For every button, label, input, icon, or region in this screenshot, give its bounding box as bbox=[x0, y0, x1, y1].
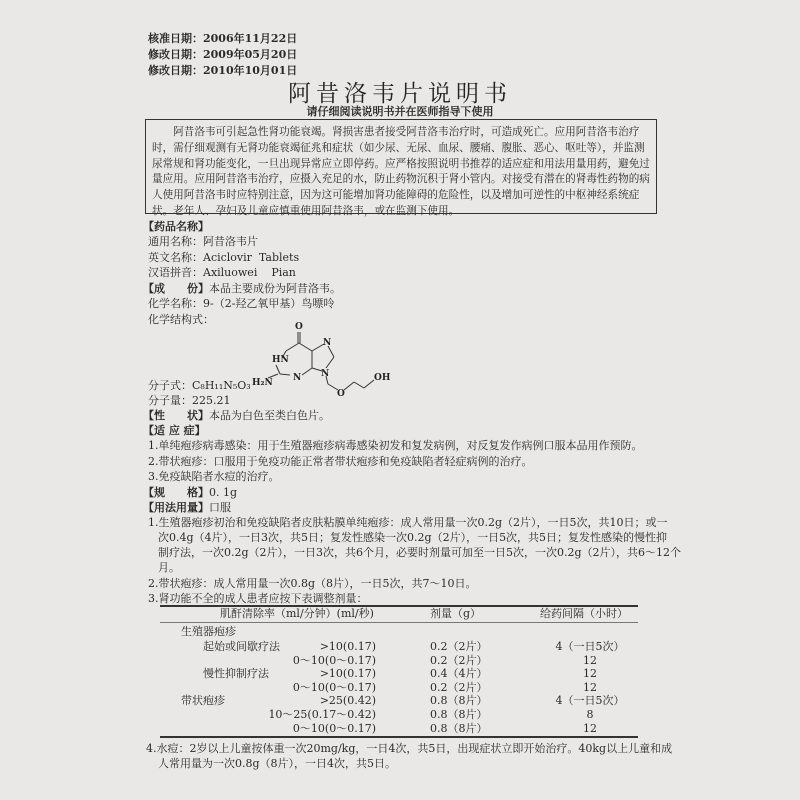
atom-label: O bbox=[337, 389, 345, 398]
indication-item: 3.免疫缺陷者水痘的治疗。 bbox=[148, 470, 280, 483]
dosage-line: 次0.4g（4片），一日3次，共5日；复发性感染一次0.2g（2片），一日5次，共5日；复发性感染的慢性抑 bbox=[158, 531, 668, 544]
atom-label: N bbox=[321, 369, 330, 379]
black-box-warning: 阿昔洛韦可引起急性肾功能衰竭。肾损害患者接受阿昔洛韦治疗时，可造成死亡。应用阿昔洛韦治疗时，需仔细观测有无肾功能衰竭征兆和症状（如少尿、无尿、血尿、腰痛、腹胀、恶心、呕吐等），并监测尿常规和肾功能变化，一旦出现异常应立即停药。应严格按照说明书推荐的适应症和用法用量用药，避免过量应用。应用阿昔洛韦治疗，应摄入充足的水，防止药物沉积于肾小管内。对接受有潜在的肾毒性药物的病人使用阿昔洛韦时应特别注意，因为这可能增加肾功能障碍的危险性，以及增加可逆性的中枢神经系统症状。老年人、孕妇及儿童应慎重使用阿昔洛韦，或在监测下使用。 bbox=[145, 119, 657, 214]
approval-date: 核准日期：2006年11月22日 bbox=[148, 32, 298, 45]
table-bottom-rule bbox=[160, 736, 638, 738]
dosage-line: 制疗法，一次0.2g（2片），一日3次，共6个月，必要时剂量可加至一日5次，一次0.2g（2片），共6～12个 bbox=[158, 546, 682, 559]
dosage-line: 月。 bbox=[158, 561, 180, 574]
interval-cell: 12 bbox=[583, 654, 597, 667]
indication-item: 2.带状疱疹：口服用于免疫功能正常者带状疱疹和免疫缺陷者轻症病例的治疗。 bbox=[148, 455, 533, 468]
atom-label: HN bbox=[272, 355, 289, 365]
revision-date: 修改日期：2009年05月20日 bbox=[148, 48, 298, 61]
dosage-route: 口服 bbox=[209, 501, 231, 514]
clearance-cell: 10～25(0.17～0.42) bbox=[268, 708, 376, 721]
section-heading: 【适 应 症】 bbox=[143, 424, 206, 437]
clearance-cell: >10(0.17) bbox=[319, 640, 376, 653]
dose-cell: 0.2（2片） bbox=[430, 681, 488, 694]
clearance-cell: 0～10(0～0.17) bbox=[292, 654, 376, 667]
molecular-formula: 分子式：C₈H₁₁N₅O₃ bbox=[148, 379, 251, 392]
clearance-cell: >25(0.42) bbox=[319, 694, 376, 707]
dosage-line: 1.生殖器疱疹初治和免疫缺陷者皮肤粘膜单纯疱疹：成人常用量一次0.2g（2片），一日5次，共10日；或一 bbox=[148, 516, 668, 529]
properties-text: 本品为白色至类白色片。 bbox=[209, 409, 330, 422]
dosage-line: 2.带状疱疹：成人常用量一次0.8g（8片），一日5次，共7～10日。 bbox=[148, 577, 477, 590]
document-subtitle: 请仔细阅读说明书并在医师指导下使用 bbox=[306, 105, 494, 118]
english-name: 英文名称：Aciclovir Tablets bbox=[148, 251, 300, 264]
dose-cell: 0.4（4片） bbox=[430, 667, 488, 680]
regimen-label: 起始或间歇疗法 bbox=[203, 640, 280, 653]
interval-cell: 8 bbox=[586, 708, 594, 721]
table-row bbox=[160, 639, 638, 654]
clearance-cell: 0～10(0～0.17) bbox=[292, 722, 376, 735]
dose-cell: 0.8（8片） bbox=[430, 708, 488, 721]
table-row bbox=[160, 666, 638, 681]
interval-cell: 4（一日5次） bbox=[555, 694, 625, 707]
interval-cell: 12 bbox=[583, 681, 597, 694]
indication-item: 1.单纯疱疹病毒感染：用于生殖器疱疹病毒感染初发和复发病例，对反复发作病例口服本品用作预防。 bbox=[148, 439, 643, 452]
clearance-cell: >10(0.17) bbox=[319, 667, 376, 680]
interval-cell: 4（一日5次） bbox=[555, 640, 625, 653]
table-header-row bbox=[160, 606, 638, 621]
molecular-weight: 分子量：225.21 bbox=[148, 394, 231, 407]
chemical-name: 化学名称：9-（2-羟乙氧甲基）鸟嘌呤 bbox=[148, 297, 335, 310]
interval-cell: 12 bbox=[583, 667, 597, 680]
section-heading: 【性 状】 bbox=[143, 409, 209, 422]
column-header: 剂量（g） bbox=[430, 607, 482, 620]
dosage-line: 人常用量为一次0.8g（8片），一日4次，共5日。 bbox=[158, 757, 397, 770]
group-label: 带状疱疹 bbox=[181, 694, 225, 707]
atom-label: OH bbox=[374, 373, 391, 383]
dosage-line: 3.肾功能不全的成人患者应按下表调整剂量： bbox=[148, 592, 368, 605]
regimen-label: 慢性抑制疗法 bbox=[203, 667, 269, 680]
dose-cell: 0.8（8片） bbox=[430, 694, 488, 707]
interval-cell: 12 bbox=[583, 722, 597, 735]
atom-label: O bbox=[295, 322, 303, 332]
group-label: 生殖器疱疹 bbox=[181, 625, 236, 638]
dosage-line: 4.水痘：2岁以上儿童按体重一次20mg/kg，一日4次，共5日，出现症状立即开始治疗。40kg以上儿童和成 bbox=[146, 742, 673, 755]
document-title: 阿昔洛韦片说明书 bbox=[288, 81, 512, 107]
table-group-label bbox=[160, 624, 638, 639]
atom-label: H₂N bbox=[252, 378, 273, 388]
generic-name: 通用名称：阿昔洛韦片 bbox=[148, 235, 258, 248]
section-heading: 【用法用量】 bbox=[143, 501, 209, 514]
clearance-cell: 0～10(0～0.17) bbox=[292, 681, 376, 694]
table-header-rule bbox=[160, 622, 638, 623]
composition-text: 本品主要成份为阿昔洛韦。 bbox=[209, 282, 341, 295]
section-heading: 【规 格】 bbox=[143, 486, 209, 499]
atom-label: N bbox=[293, 373, 302, 383]
spec-text: 0. 1g bbox=[209, 486, 238, 499]
column-header: 给药间隔（小时） bbox=[540, 607, 628, 620]
section-heading: 【成 份】 bbox=[143, 282, 209, 295]
column-header: 肌酐清除率（ml/分钟）(ml/秒) bbox=[220, 607, 374, 620]
properties-section bbox=[143, 408, 330, 423]
table-row bbox=[160, 693, 638, 708]
spec-section bbox=[143, 485, 237, 500]
structure-label: 化学结构式： bbox=[148, 313, 214, 326]
dose-cell: 0.8（8片） bbox=[430, 722, 488, 735]
table-row bbox=[160, 721, 638, 736]
chemical-structure-diagram bbox=[250, 318, 400, 398]
table-row bbox=[160, 707, 638, 722]
dose-cell: 0.2（2片） bbox=[430, 654, 488, 667]
pinyin-name: 汉语拼音：Axiluowei Pian bbox=[148, 266, 296, 279]
section-heading: 【药品名称】 bbox=[143, 220, 209, 233]
atom-label: N bbox=[323, 338, 332, 348]
revision-date: 修改日期：2010年10月01日 bbox=[148, 64, 298, 77]
dose-cell: 0.2（2片） bbox=[430, 640, 488, 653]
